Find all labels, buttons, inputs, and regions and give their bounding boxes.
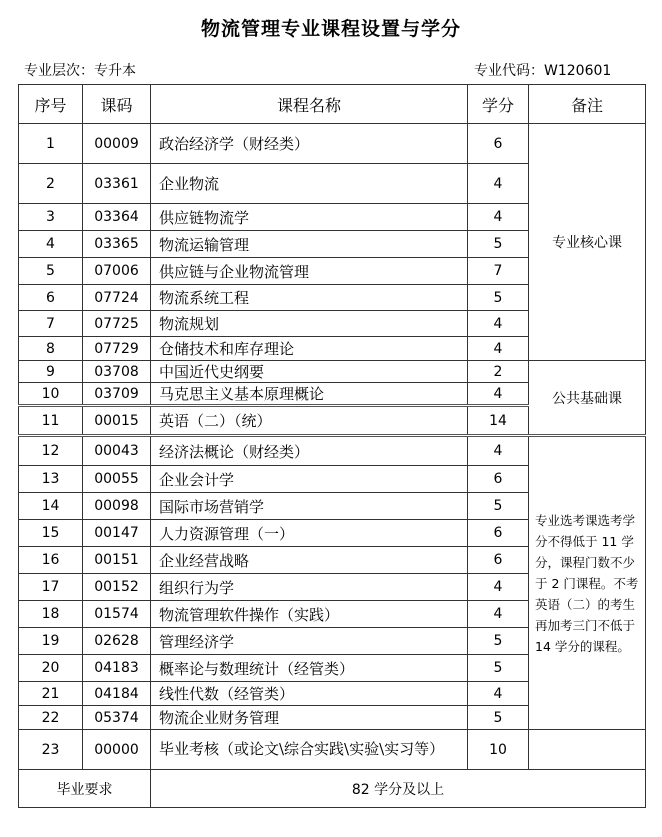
course-name: 人力资源管理（一） [151,520,468,547]
course-name: 物流系统工程 [151,285,468,311]
course-no: 17 [19,574,83,601]
course-credit: 14 [468,406,529,436]
course-name: 物流规划 [151,311,468,337]
course-name: 企业物流 [151,164,468,204]
course-no: 1 [19,124,83,164]
course-credit: 4 [468,204,529,231]
course-no: 15 [19,520,83,547]
course-credit: 4 [468,436,529,466]
course-name: 概率论与数理统计（经管类） [151,655,468,682]
course-name: 仓储技术和库存理论 [151,337,468,361]
course-name: 企业会计学 [151,466,468,493]
course-name: 经济法概论（财经类） [151,436,468,466]
course-code: 07729 [83,337,151,361]
course-code: 00009 [83,124,151,164]
course-credit: 4 [468,682,529,706]
course-credit: 4 [468,574,529,601]
course-no: 22 [19,706,83,730]
course-name: 马克思主义基本原理概论 [151,383,468,406]
course-no: 4 [19,231,83,258]
course-no: 9 [19,361,83,383]
table-row [19,361,646,383]
note-empty [529,730,646,770]
course-no: 11 [19,406,83,436]
course-code: 04183 [83,655,151,682]
course-code: 05374 [83,706,151,730]
course-no: 5 [19,258,83,285]
course-code: 04184 [83,682,151,706]
course-no: 10 [19,383,83,406]
course-no: 16 [19,547,83,574]
course-name: 物流企业财务管理 [151,706,468,730]
course-name: 中国近代史纲要 [151,361,468,383]
course-no: 14 [19,493,83,520]
course-code: 00151 [83,547,151,574]
course-name: 管理经济学 [151,628,468,655]
course-no: 8 [19,337,83,361]
header-code: 课码 [83,85,151,124]
course-no: 2 [19,164,83,204]
course-no: 3 [19,204,83,231]
course-credit: 4 [468,383,529,406]
header-note: 备注 [529,85,646,124]
note-public: 公共基础课 [529,361,646,436]
course-code: 07725 [83,311,151,337]
course-name: 供应链物流学 [151,204,468,231]
course-name: 线性代数（经管类） [151,682,468,706]
course-credit: 2 [468,361,529,383]
major-code: 专业代码：W120601 [474,63,612,79]
note-elective: 专业选考课选考学分不得低于 11 学分，课程门数不少于 2 门课程。不考英语（二）的考生再加考三门不低于 14 学分的课程。 [529,436,646,730]
course-credit: 6 [468,520,529,547]
graduation-requirement: 82 学分及以上 [151,770,646,808]
course-name: 组织行为学 [151,574,468,601]
course-credit: 6 [468,124,529,164]
course-name: 国际市场营销学 [151,493,468,520]
course-name: 政治经济学（财经类） [151,124,468,164]
course-code: 03709 [83,383,151,406]
course-no: 13 [19,466,83,493]
table-row [19,730,646,770]
course-code: 00152 [83,574,151,601]
course-credit: 6 [468,547,529,574]
course-table [18,84,646,808]
header-no: 序号 [19,85,83,124]
header-name: 课程名称 [151,85,468,124]
major-level: 专业层次：专升本 [24,63,136,79]
course-no: 20 [19,655,83,682]
course-credit: 5 [468,231,529,258]
course-credit: 4 [468,311,529,337]
course-code: 00000 [83,730,151,770]
course-code: 03708 [83,361,151,383]
course-credit: 5 [468,628,529,655]
course-no: 21 [19,682,83,706]
table-row [19,436,646,466]
course-code: 00098 [83,493,151,520]
course-code: 02628 [83,628,151,655]
course-code: 00147 [83,520,151,547]
course-credit: 5 [468,706,529,730]
course-credit: 6 [468,466,529,493]
course-code: 01574 [83,601,151,628]
course-code: 03365 [83,231,151,258]
course-credit: 5 [468,285,529,311]
course-code: 00015 [83,406,151,436]
course-no: 19 [19,628,83,655]
course-credit: 5 [468,493,529,520]
graduation-row [19,770,646,808]
course-credit: 4 [468,164,529,204]
course-code: 03361 [83,164,151,204]
course-code: 00043 [83,436,151,466]
course-rows [19,124,646,808]
course-code: 00055 [83,466,151,493]
course-name: 英语（二）（统） [151,406,468,436]
course-name: 物流运输管理 [151,231,468,258]
graduation-label: 毕业要求 [19,770,151,808]
page-title: 物流管理专业课程设置与学分 [200,18,461,40]
course-name: 毕业考核（或论文\综合实践\实验\实习等） [151,730,468,770]
course-code: 07006 [83,258,151,285]
course-credit: 4 [468,601,529,628]
course-name: 企业经营战略 [151,547,468,574]
table-header-row [19,85,646,124]
course-no: 7 [19,311,83,337]
course-no: 18 [19,601,83,628]
course-no: 23 [19,730,83,770]
course-credit: 10 [468,730,529,770]
course-credit: 5 [468,655,529,682]
course-no: 6 [19,285,83,311]
table-row [19,124,646,164]
course-name: 物流管理软件操作（实践） [151,601,468,628]
course-credit: 4 [468,337,529,361]
course-credit: 7 [468,258,529,285]
course-no: 12 [19,436,83,466]
course-name: 供应链与企业物流管理 [151,258,468,285]
header-credit: 学分 [468,85,529,124]
note-core: 专业核心课 [529,124,646,361]
course-code: 03364 [83,204,151,231]
course-code: 07724 [83,285,151,311]
